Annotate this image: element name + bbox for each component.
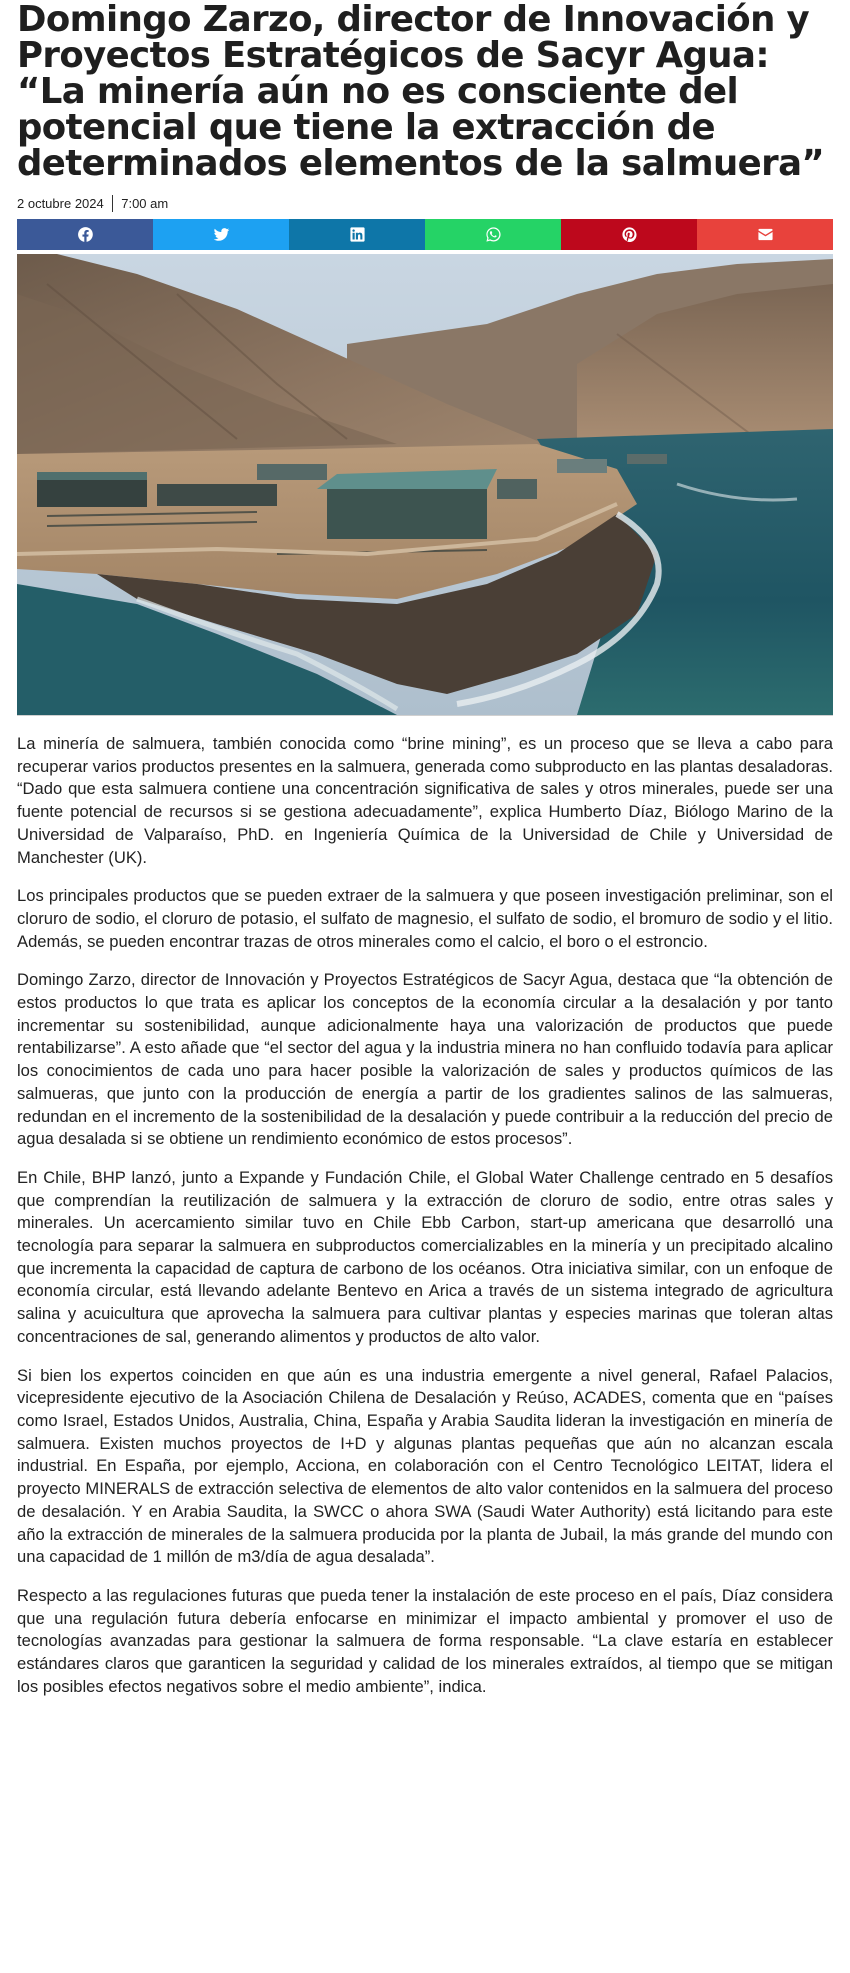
email-icon xyxy=(757,226,774,243)
share-twitter-button[interactable] xyxy=(153,219,289,250)
pinterest-icon xyxy=(621,226,638,243)
meta-divider xyxy=(112,195,114,212)
facebook-icon xyxy=(77,226,94,243)
twitter-icon xyxy=(213,226,230,243)
article-paragraph: En Chile, BHP lanzó, junto a Expande y Fundación Chile, el Global Water Challenge centrado en 5 desafíos que comprendían la reutilización de salmuera y la extracción de cloruro de sodio, entre otras sales y minerales. Un acercamiento similar tuvo en Chile Ebb Carbon, start-up americana que desarrolló una tecnología para separar la salmuera en subproductos comercializables en la minería y un precipitado alcalino que incrementa la capacidad de captura de carbono de los océanos. Otra iniciativa similar, con un enfoque de economía circular, está llevando adelante Bentevo en Arica a través de un sistema integrado de agricultura salina y acuicultura que aprovecha la salmuera para cultivar plantas y especies marinas que toleran altas concentraciones de sal, generando alimentos y productos de alto valor. xyxy=(17,1167,833,1346)
article-title: Domingo Zarzo, director de Innovación y Proyectos Estratégicos de Sacyr Agua: “La minería aún no es consciente del potencial que tiene la extracción de determinados elementos de la salmuera” xyxy=(17,0,825,184)
linkedin-icon xyxy=(349,226,366,243)
article-meta xyxy=(17,195,833,211)
article-paragraph: Si bien los expertos coinciden en que aún es una industria emergente a nivel general, Rafael Palacios, vicepresidente ejecutivo de la Asociación Chilena de Desalación y Reúso, ACADES, comenta que en “países como Israel, Estados Unidos, Australia, China, España y Arabia Saudita lideran la investigación en minería de salmuera. Existen muchos proyectos de I+D y algunas plantas pequeñas que aún no alcanzan escala industrial. En España, por ejemplo, Acciona, en colaboración con el Centro Tecnológico LEITAT, lidera el proyecto MINERALS de extracción selectiva de elementos de alto valor contenidos en la salmuera del proceso de desalación. Y en Arabia Saudita, la SWCC o ahora SWA (Saudi Water Authority) está licitando para este año la extracción de minerales de la salmuera producida por la planta de Jubail, la más grande del mundo con una capacidad de 1 millón de m3/día de agua desalada”. xyxy=(17,1365,833,1567)
publish-time: 7:00 am xyxy=(121,195,169,211)
article-body xyxy=(17,733,833,1698)
share-whatsapp-button[interactable] xyxy=(425,219,561,250)
article-paragraph: Domingo Zarzo, director de Innovación y Proyectos Estratégicos de Sacyr Agua, destaca que “la obtención de estos productos lo que trata es aplicar los conceptos de la economía circular a la desalación y por tanto incrementar su sostenibilidad, aunque adicionalmente haya una valorización de productos que puede rentabilizarse”. A esto añade que “el sector del agua y la industria minera no han confluido todavía para aplicar los conocimientos de cada uno para hacer posible la valorización de sales y productos químicos de las salmueras, que junto con la producción de energía a partir de los gradientes salinos de las salmueras, redundan en el incremento de la sostenibilidad de la desalación y puede contribuir a la reducción del precio de agua desalada si se obtiene un rendimiento económico de estos procesos”. xyxy=(17,970,833,1149)
share-email-button[interactable] xyxy=(697,219,833,250)
desalination-plant-photo xyxy=(17,254,833,716)
whatsapp-icon xyxy=(485,226,502,243)
article-paragraph: Respecto a las regulaciones futuras que pueda tener la instalación de este proceso en el país, Díaz considera que una regulación futura debería enfocarse en minimizar el impacto ambiental y promover el uso de tecnologías avanzadas para gestionar la salmuera de forma responsable. “La clave estaría en establecer estándares claros que garanticen la seguridad y calidad de los minerales extraídos, al tiempo que se mitigan los posibles efectos negativos sobre el medio ambiente”, indica. xyxy=(17,1585,833,1696)
article-paragraph: Los principales productos que se pueden extraer de la salmuera y que poseen investigación preliminar, son el cloruro de sodio, el cloruro de potasio, el sulfato de magnesio, el sulfato de sodio, el bromuro de sodio y el litio. Además, se pueden encontrar trazas de otros minerales como el calcio, el boro o el estroncio. xyxy=(17,886,833,951)
publish-date: 2 octubre 2024 xyxy=(17,195,104,211)
share-pinterest-button[interactable] xyxy=(561,219,697,250)
share-facebook-button[interactable] xyxy=(17,219,153,250)
article-paragraph: La minería de salmuera, también conocida como “brine mining”, es un proceso que se lleva a cabo para recuperar varios productos presentes en la salmuera, generada como subproducto en las plantas desaladoras. “Dado que esta salmuera contiene una concentración significativa de sales y otros minerales, puede ser una fuente potencial de recursos si se gestiona adecuadamente”, explica Humberto Díaz, Biólogo Marino de la Universidad de Valparaíso, PhD. en Ingeniería Química de la Universidad de Chile y Universidad de Manchester (UK). xyxy=(17,734,833,867)
share-linkedin-button[interactable] xyxy=(289,219,425,250)
share-bar xyxy=(17,219,833,250)
